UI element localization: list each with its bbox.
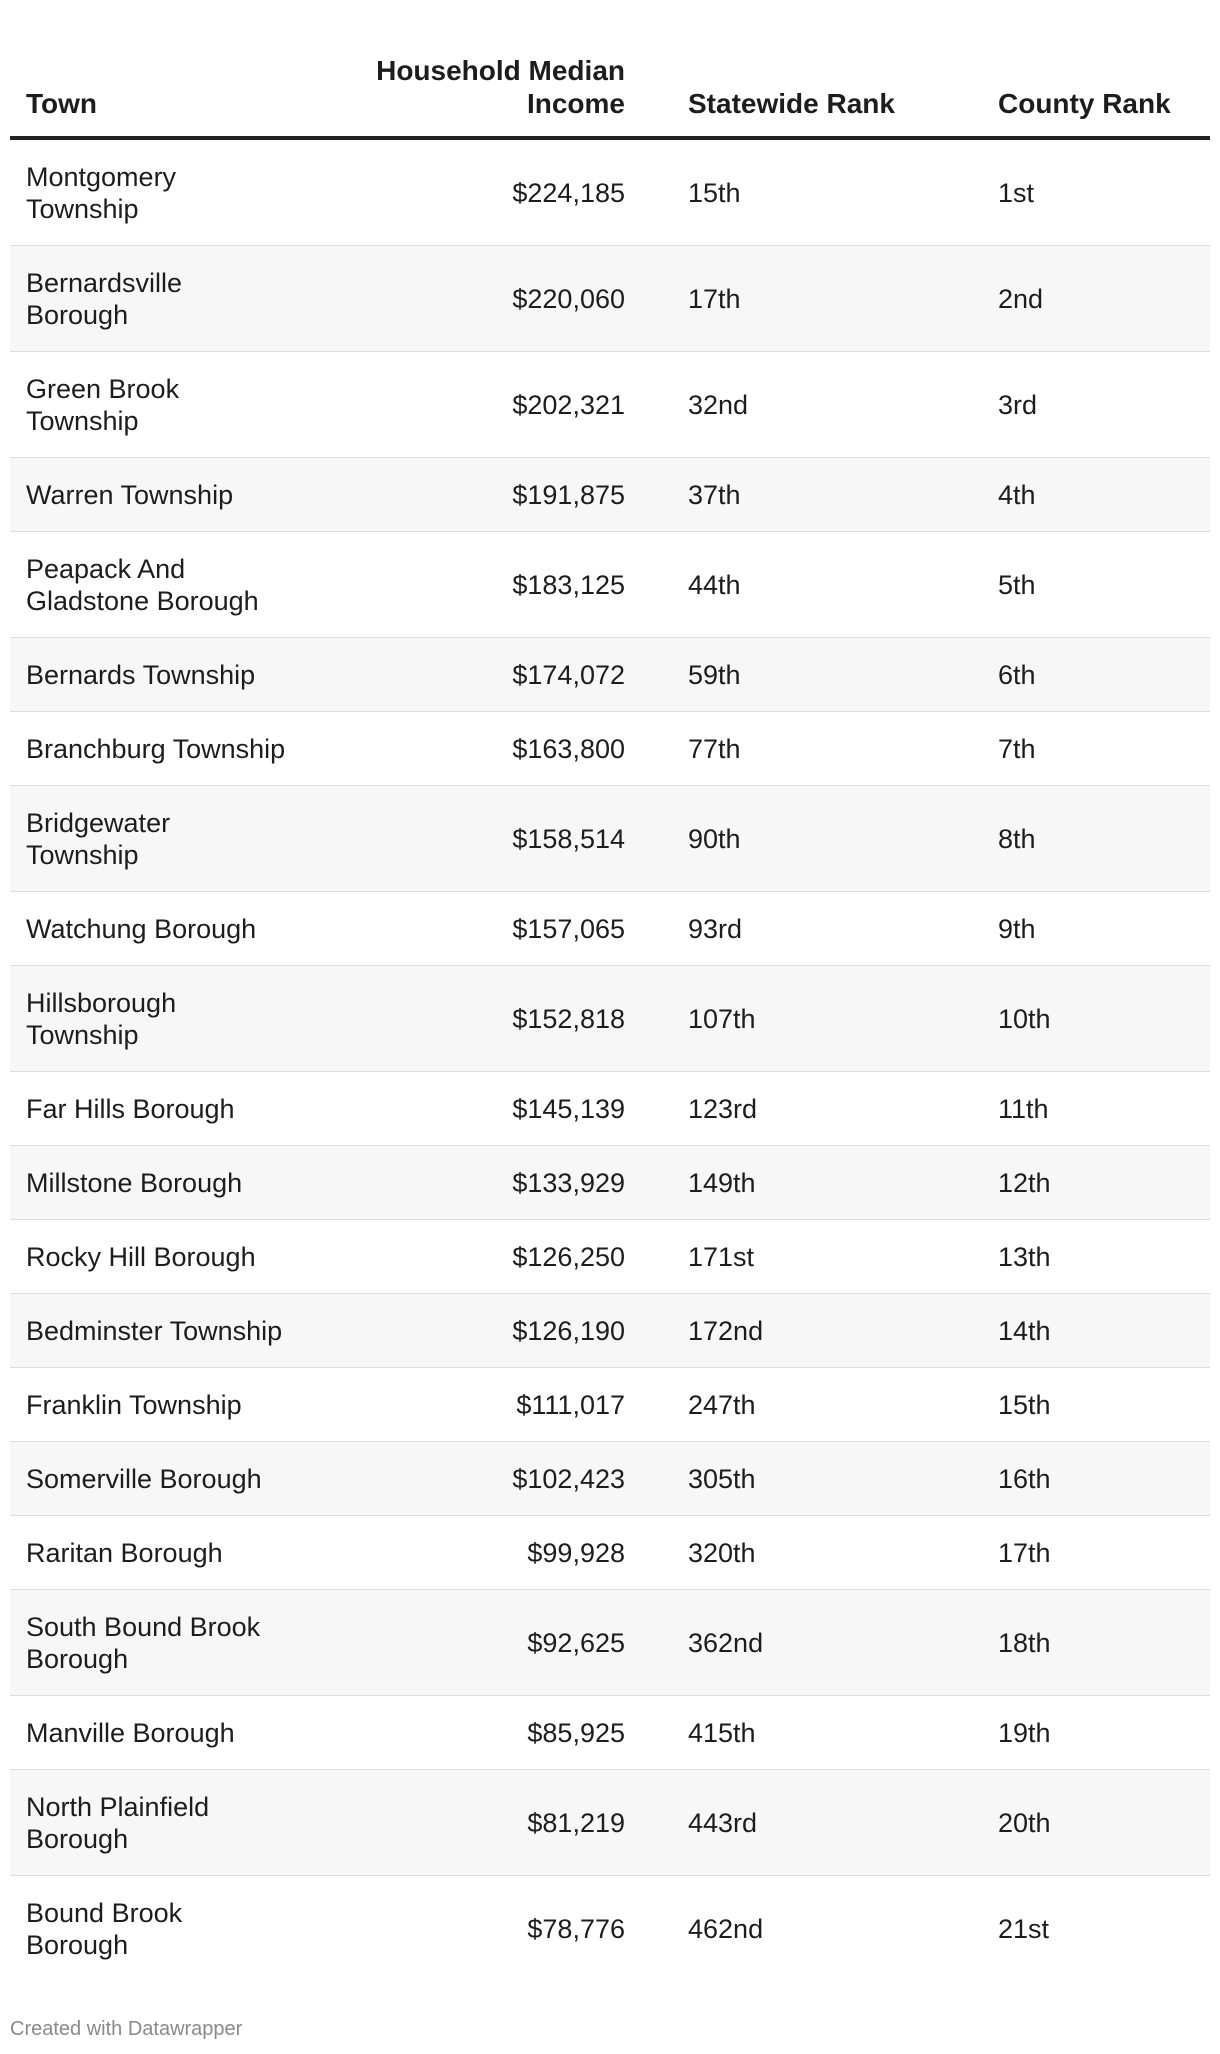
cell-town-line2: Township <box>26 193 139 224</box>
cell-town-line1: Montgomery <box>26 161 177 192</box>
cell-statewide-rank: 320th <box>688 1537 756 1568</box>
cell-statewide-rank: 149th <box>688 1167 756 1198</box>
cell-town-line1: South Bound Brook <box>26 1611 261 1642</box>
cell-town <box>26 1537 316 1569</box>
cell-town-line1: Warren Township <box>26 479 234 510</box>
table-row <box>10 458 1210 532</box>
cell-town-line2: Borough <box>26 1929 129 1960</box>
cell-income: $220,060 <box>512 283 625 314</box>
cell-income: $163,800 <box>512 733 625 764</box>
cell-town <box>26 733 316 765</box>
table-row <box>10 1368 1210 1442</box>
cell-town-line1: Branchburg Township <box>26 733 286 764</box>
cell-town <box>26 161 316 225</box>
cell-town-line1: Hillsborough <box>26 987 177 1018</box>
cell-town-line1: Bound Brook <box>26 1897 183 1928</box>
header-income[interactable] <box>285 54 625 120</box>
cell-income: $111,017 <box>516 1389 625 1420</box>
cell-town-line2: Borough <box>26 1643 129 1674</box>
cell-county-rank: 20th <box>998 1807 1051 1838</box>
table-body <box>10 140 1210 1981</box>
table-row <box>10 246 1210 352</box>
cell-town <box>26 479 316 511</box>
cell-county-rank: 9th <box>998 913 1036 944</box>
header-statewide-rank[interactable]: Statewide Rank <box>688 88 895 119</box>
table-row <box>10 1696 1210 1770</box>
cell-town <box>26 1093 316 1125</box>
cell-statewide-rank: 37th <box>688 479 741 510</box>
cell-county-rank: 18th <box>998 1627 1051 1658</box>
cell-town-line2: Borough <box>26 299 129 330</box>
header-town[interactable]: Town <box>26 88 98 119</box>
table-row <box>10 1072 1210 1146</box>
table-row <box>10 892 1210 966</box>
cell-income: $174,072 <box>512 659 625 690</box>
cell-statewide-rank: 123rd <box>688 1093 758 1124</box>
cell-statewide-rank: 15th <box>688 177 741 208</box>
table-row <box>10 140 1210 246</box>
cell-income: $126,190 <box>512 1315 625 1346</box>
cell-town <box>26 1315 316 1347</box>
cell-town-line2: Township <box>26 405 139 436</box>
cell-statewide-rank: 32nd <box>688 389 749 420</box>
cell-income: $158,514 <box>512 823 625 854</box>
table-row <box>10 1146 1210 1220</box>
cell-income: $81,219 <box>527 1807 625 1838</box>
cell-town-line1: North Plainfield <box>26 1791 210 1822</box>
cell-town <box>26 1241 316 1273</box>
cell-town-line1: Manville Borough <box>26 1717 235 1748</box>
table-row <box>10 1220 1210 1294</box>
cell-income: $78,776 <box>527 1913 625 1944</box>
cell-town-line2: Township <box>26 1019 139 1050</box>
cell-county-rank: 12th <box>998 1167 1051 1198</box>
cell-statewide-rank: 17th <box>688 283 741 314</box>
cell-income: $224,185 <box>512 177 625 208</box>
cell-county-rank: 8th <box>998 823 1036 854</box>
cell-town-line1: Bernards Township <box>26 659 256 690</box>
cell-county-rank: 13th <box>998 1241 1051 1272</box>
cell-town-line2: Township <box>26 839 139 870</box>
cell-income: $145,139 <box>512 1093 625 1124</box>
cell-town <box>26 987 316 1051</box>
cell-town <box>26 1897 316 1961</box>
cell-statewide-rank: 93rd <box>688 913 743 944</box>
cell-statewide-rank: 247th <box>688 1389 756 1420</box>
table-row <box>10 966 1210 1072</box>
cell-statewide-rank: 362nd <box>688 1627 764 1658</box>
cell-county-rank: 14th <box>998 1315 1051 1346</box>
cell-county-rank: 19th <box>998 1717 1051 1748</box>
cell-town-line1: Franklin Township <box>26 1389 242 1420</box>
cell-town <box>26 913 316 945</box>
table-row <box>10 1876 1210 1981</box>
cell-county-rank: 7th <box>998 733 1036 764</box>
cell-town <box>26 659 316 691</box>
cell-town-line1: Bedminster Township <box>26 1315 283 1346</box>
cell-income: $157,065 <box>512 913 625 944</box>
cell-county-rank: 16th <box>998 1463 1051 1494</box>
cell-income: $202,321 <box>512 389 625 420</box>
cell-income: $92,625 <box>527 1627 625 1658</box>
cell-town <box>26 807 316 871</box>
cell-income: $191,875 <box>512 479 625 510</box>
cell-town <box>26 1389 316 1421</box>
cell-town-line1: Bernardsville <box>26 267 183 298</box>
cell-town-line1: Rocky Hill Borough <box>26 1241 256 1272</box>
cell-statewide-rank: 59th <box>688 659 741 690</box>
cell-county-rank: 6th <box>998 659 1036 690</box>
cell-town-line1: Green Brook <box>26 373 180 404</box>
cell-income: $99,928 <box>527 1537 625 1568</box>
table-row <box>10 1442 1210 1516</box>
table-row <box>10 532 1210 638</box>
cell-statewide-rank: 305th <box>688 1463 756 1494</box>
cell-statewide-rank: 77th <box>688 733 741 764</box>
cell-statewide-rank: 171st <box>688 1241 755 1272</box>
header-income-line2: Income <box>526 88 625 119</box>
cell-town-line2: Gladstone Borough <box>26 585 259 616</box>
datawrapper-credit[interactable]: Created with Datawrapper <box>10 2018 243 2040</box>
cell-statewide-rank: 172nd <box>688 1315 764 1346</box>
cell-statewide-rank: 415th <box>688 1717 756 1748</box>
cell-town-line1: Far Hills Borough <box>26 1093 235 1124</box>
cell-income: $133,929 <box>512 1167 625 1198</box>
cell-town <box>26 373 316 437</box>
table-row <box>10 1590 1210 1696</box>
cell-town <box>26 553 316 617</box>
cell-county-rank: 15th <box>998 1389 1051 1420</box>
cell-county-rank: 10th <box>998 1003 1051 1034</box>
cell-town-line1: Millstone Borough <box>26 1167 243 1198</box>
table-row <box>10 1770 1210 1876</box>
cell-county-rank: 1st <box>998 177 1035 208</box>
cell-county-rank: 3rd <box>998 389 1038 420</box>
cell-town-line2: Borough <box>26 1823 129 1854</box>
table-header <box>10 0 1210 140</box>
cell-statewide-rank: 107th <box>688 1003 756 1034</box>
cell-income: $85,925 <box>527 1717 625 1748</box>
header-income-line1: Household Median <box>376 55 625 86</box>
cell-statewide-rank: 443rd <box>688 1807 758 1838</box>
cell-town <box>26 1717 316 1749</box>
cell-town-line1: Bridgewater <box>26 807 171 838</box>
cell-town <box>26 1611 316 1675</box>
cell-statewide-rank: 44th <box>688 569 741 600</box>
header-county-rank[interactable]: County Rank <box>998 88 1171 119</box>
cell-town <box>26 267 316 331</box>
cell-income: $152,818 <box>512 1003 625 1034</box>
cell-county-rank: 4th <box>998 479 1036 510</box>
cell-income: $126,250 <box>512 1241 625 1272</box>
cell-statewide-rank: 90th <box>688 823 741 854</box>
table-row <box>10 1294 1210 1368</box>
cell-county-rank: 2nd <box>998 283 1044 314</box>
cell-statewide-rank: 462nd <box>688 1913 764 1944</box>
table-row <box>10 712 1210 786</box>
cell-county-rank: 17th <box>998 1537 1051 1568</box>
cell-town <box>26 1167 316 1199</box>
cell-town-line1: Raritan Borough <box>26 1537 223 1568</box>
table-row <box>10 786 1210 892</box>
cell-county-rank: 11th <box>998 1093 1049 1124</box>
table-row <box>10 638 1210 712</box>
income-table <box>10 0 1210 1981</box>
cell-income: $102,423 <box>512 1463 625 1494</box>
cell-town <box>26 1791 316 1855</box>
cell-town-line1: Somerville Borough <box>26 1463 262 1494</box>
cell-town <box>26 1463 316 1495</box>
cell-county-rank: 21st <box>998 1913 1050 1944</box>
cell-town-line1: Peapack And <box>26 553 186 584</box>
cell-county-rank: 5th <box>998 569 1036 600</box>
cell-income: $183,125 <box>512 569 625 600</box>
table-row <box>10 352 1210 458</box>
cell-town-line1: Watchung Borough <box>26 913 257 944</box>
table-row <box>10 1516 1210 1590</box>
